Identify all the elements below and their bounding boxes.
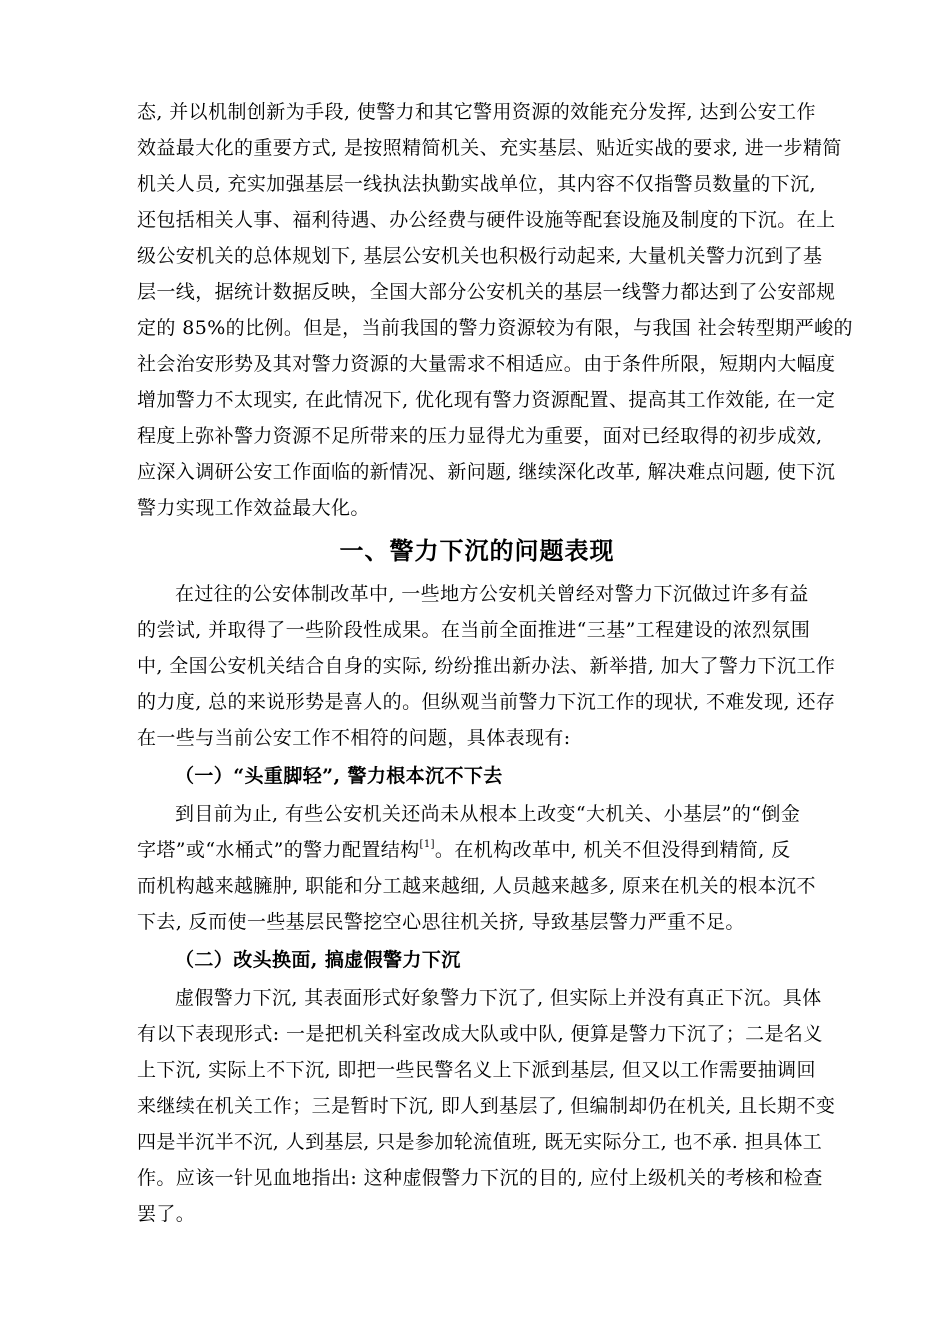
citation-reference[interactable]: [1]	[419, 838, 435, 850]
paragraph-line: 四是半沉半不沉, 人到基层, 只是参加轮流值班, 既无实际分工, 也不承. 担具体工	[137, 1131, 823, 1153]
paragraph-line: 层一线，据统计数据反映，全国大部分公安机关的基层一线警力都达到了公安部规	[137, 281, 836, 303]
paragraph-line: 机关人员, 充实加强基层一线执法执勤实战单位，其内容不仅指警员数量的下沉,	[137, 173, 816, 195]
paragraph-line: 虚假警力下沉, 其表面形式好象警力下沉了, 但实际上并没有真正下沉。具体	[175, 987, 822, 1009]
text-span: 。在机构改革中, 机关不但没得到精简, 反	[434, 839, 791, 861]
paragraph-line: 有以下表现形式: 一是把机关科室改成大队或中队, 便算是警力下沉了；二是名义	[137, 1023, 823, 1045]
paragraph-line: 上下沉, 实际上不下沉, 即把一些民警名义上下派到基层, 但又以工作需要抽调回	[137, 1059, 816, 1081]
paragraph-line: 到目前为止, 有些公安机关还尚未从根本上改变“大机关、小基层”的“倒金	[175, 803, 801, 825]
paragraph-line: 作。应该一针见血地指出: 这种虚假警力下沉的目的, 应付上级机关的考核和检查	[137, 1167, 823, 1189]
section-heading: 一、警力下沉的问题表现	[339, 536, 615, 565]
paragraph-line: 应深入调研公安工作面临的新情况、新问题, 继续深化改革, 解决难点问题, 使下沉	[137, 461, 836, 483]
paragraph-line: 还包括相关人事、福利待遇、办公经费与硬件设施等配套设施及制度的下沉。在上	[137, 209, 836, 231]
paragraph-line: 来继续在机关工作；三是暂时下沉, 即人到基层了, 但编制却仍在机关, 且长期不变	[137, 1095, 836, 1117]
paragraph-line: 程度上弥补警力资源不足所带来的压力显得尤为重要，面对已经取得的初步成效,	[137, 425, 823, 447]
paragraph-line: 下去, 反而使一些基层民警挖空心思往机关挤, 导致基层警力严重不足。	[137, 911, 745, 933]
subsection-heading-2: （二）改头换面, 搞虚假警力下沉	[175, 949, 461, 971]
paragraph-line: 在一些与当前公安工作不相符的问题，具体表现有:	[137, 727, 571, 749]
paragraph-line: 的尝试, 并取得了一些阶段性成果。在当前全面推进“三基”工程建设的浓烈氛围	[137, 619, 811, 641]
paragraph-line: 效益最大化的重要方式, 是按照精简机关、充实基层、贴近实战的要求, 进一步精简	[137, 137, 842, 159]
paragraph-line: 级公安机关的总体规划下, 基层公安机关也积极行动起来, 大量机关警力沉到了基	[137, 245, 823, 267]
paragraph-line: 的力度, 总的来说形势是喜人的。但纵观当前警力下沉工作的现状, 不难发现, 还存	[137, 691, 836, 713]
paragraph-line: 定的 85%的比例。但是，当前我国的警力资源较为有限，与我国 社会转型期严峻的	[137, 317, 853, 339]
paragraph-line: 态, 并以机制创新为手段, 使警力和其它警用资源的效能充分发挥, 达到公安工作	[137, 101, 816, 123]
paragraph-line: 社会治安形势及其对警力资源的大量需求不相适应。由于条件所限，短期内大幅度	[137, 353, 836, 375]
paragraph-line: 在过往的公安体制改革中, 一些地方公安机关曾经对警力下沉做过许多有益	[175, 583, 809, 605]
paragraph-line	[137, 832, 817, 868]
paragraph-line: 罢了。	[137, 1203, 196, 1225]
paragraph-line: 而机构越来越臃肿, 职能和分工越来越细, 人员越来越多, 原来在机关的根本沉不	[137, 875, 816, 897]
text-span: 字塔”或“水桶式”的警力配置结构	[137, 839, 420, 861]
subsection-heading-1: （一）“头重脚轻”, 警力根本沉不下去	[175, 765, 503, 787]
paragraph-line: 警力实现工作效益最大化。	[137, 497, 370, 519]
paragraph-line: 中, 全国公安机关结合自身的实际, 纷纷推出新办法、新举措, 加大了警力下沉工作	[137, 655, 836, 677]
paragraph-line: 增加警力不太现实, 在此情况下, 优化现有警力资源配置、提高其工作效能, 在一定	[137, 389, 836, 411]
